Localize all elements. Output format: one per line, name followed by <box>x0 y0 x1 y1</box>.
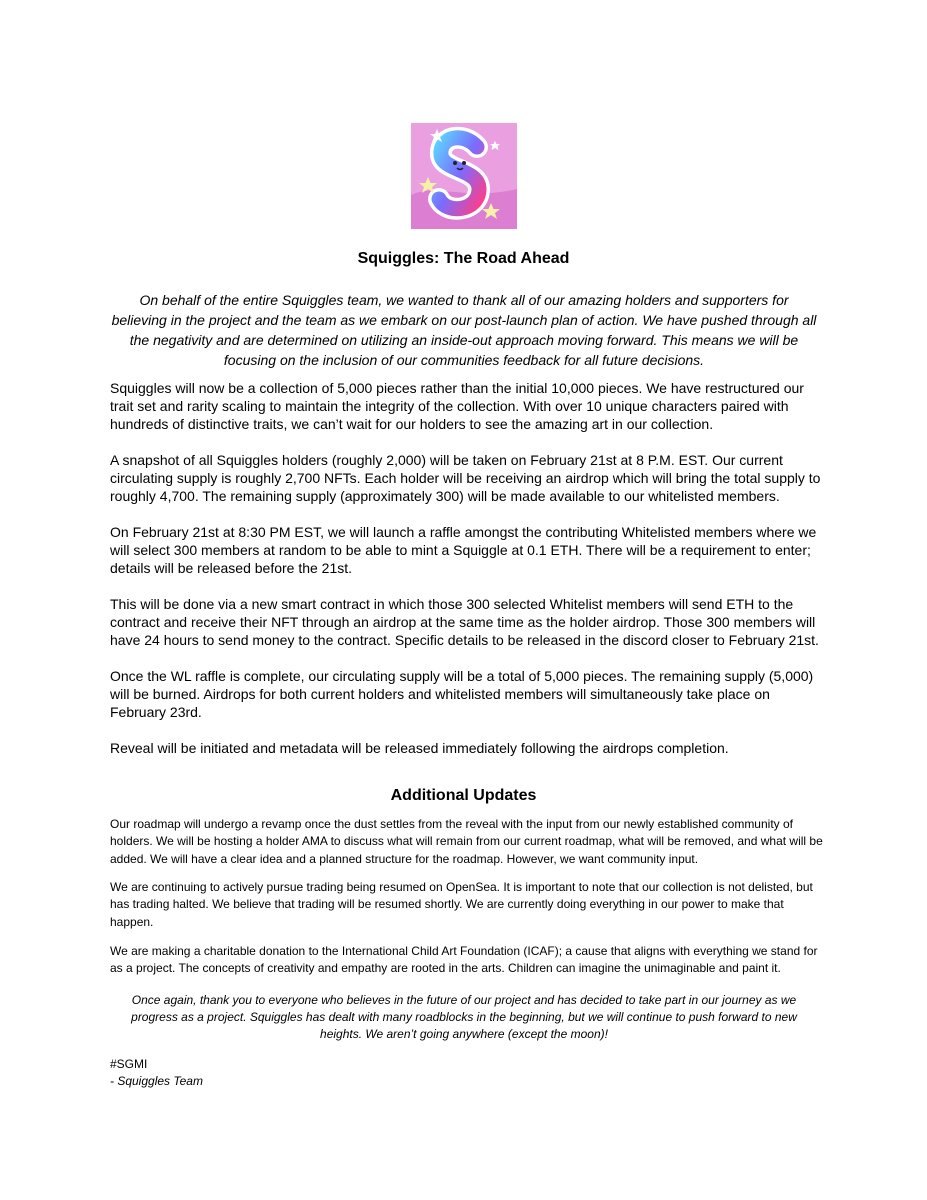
additional-updates-heading: Additional Updates <box>390 787 537 804</box>
document-title: Squiggles: The Road Ahead <box>357 250 570 267</box>
body-paragraph-contract: This will be done via a new smart contract in which those 300 selected Whitelist members will send ETH to the contract and receive their NFT through an airdrop at the same time as the holder airdrop. Those 300 members will have 24 hours to send money to the contract. Specific details to be released in the discord closer to February 21st. <box>110 596 819 649</box>
body-paragraph-snapshot: A snapshot of all Squiggles holders (roughly 2,000) will be taken on February 21st at 8 P.M. EST. Our current circulating supply is roughly 2,700 NFTs. Each holder will be receiving an airdrop which will bring the total supply to roughly 4,700. The remaining supply (approximately 300) will be made available to our whitelisted members. <box>110 452 821 505</box>
squiggles-logo-icon <box>411 123 517 229</box>
update-paragraph-opensea: We are continuing to actively pursue trading being resumed on OpenSea. It is important to note that our collection is not delisted, but has trading halted. We believe that trading will be resumed shortly. We are currently doing everything in our power to make that happen. <box>110 880 813 929</box>
hashtag: #SGMI <box>110 1057 148 1071</box>
update-paragraph-donation: We are making a charitable donation to the International Child Art Foundation (ICAF); a cause that aligns with everything we stand for as a project. The concepts of creativity and empathy are rooted in the arts. Children can imagine the unimaginable and paint it. <box>110 944 818 976</box>
closing-paragraph: Once again, thank you to everyone who believes in the future of our project and has decided to take part in our journey as we progress as a project. Squiggles has dealt with many roadblocks in the beginning, but we will continue to push forward to new heights. We aren’t going anywhere (except the moon)! <box>131 993 797 1041</box>
update-paragraph-roadmap: Our roadmap will undergo a revamp once the dust settles from the reveal with the input from our newly established community of holders. We will be hosting a holder AMA to discuss what will remain from our current roadmap, what will be removed, and what will be added. We will have a clear idea and a planned structure for the roadmap. However, we want community input. <box>110 817 823 866</box>
signature: - Squiggles Team <box>110 1074 203 1088</box>
body-paragraph-supply: Once the WL raffle is complete, our circulating supply will be a total of 5,000 pieces. The remaining supply (5,000) will be burned. Airdrops for both current holders and whitelisted members will simultaneously take place on February 23rd. <box>110 668 814 721</box>
intro-paragraph: On behalf of the entire Squiggles team, we wanted to thank all of our amazing holders and supporters for believing in the project and the team as we embark on our post-launch plan of action. We have pushed through all the negativity and are determined on utilizing an inside-out approach moving forward. This means we will be focusing on the inclusion of our communities feedback for all future decisions. <box>111 292 817 368</box>
body-paragraph-reveal: Reveal will be initiated and metadata will be released immediately following the airdrops completion. <box>110 740 729 756</box>
body-paragraph-raffle: On February 21st at 8:30 PM EST, we will launch a raffle amongst the contributing Whitelisted members where we will select 300 members at random to be able to mint a Squiggle at 0.1 ETH. There will be a requirement to enter; details will be released before the 21st. <box>110 524 817 577</box>
body-paragraph-collection: Squiggles will now be a collection of 5,000 pieces rather than the initial 10,000 pieces. We have restructured our trait set and rarity scaling to maintain the integrity of the collection. With over 10 unique characters paired with hundreds of distinctive traits, we can’t wait for our holders to see the amazing art in our collection. <box>110 380 804 433</box>
